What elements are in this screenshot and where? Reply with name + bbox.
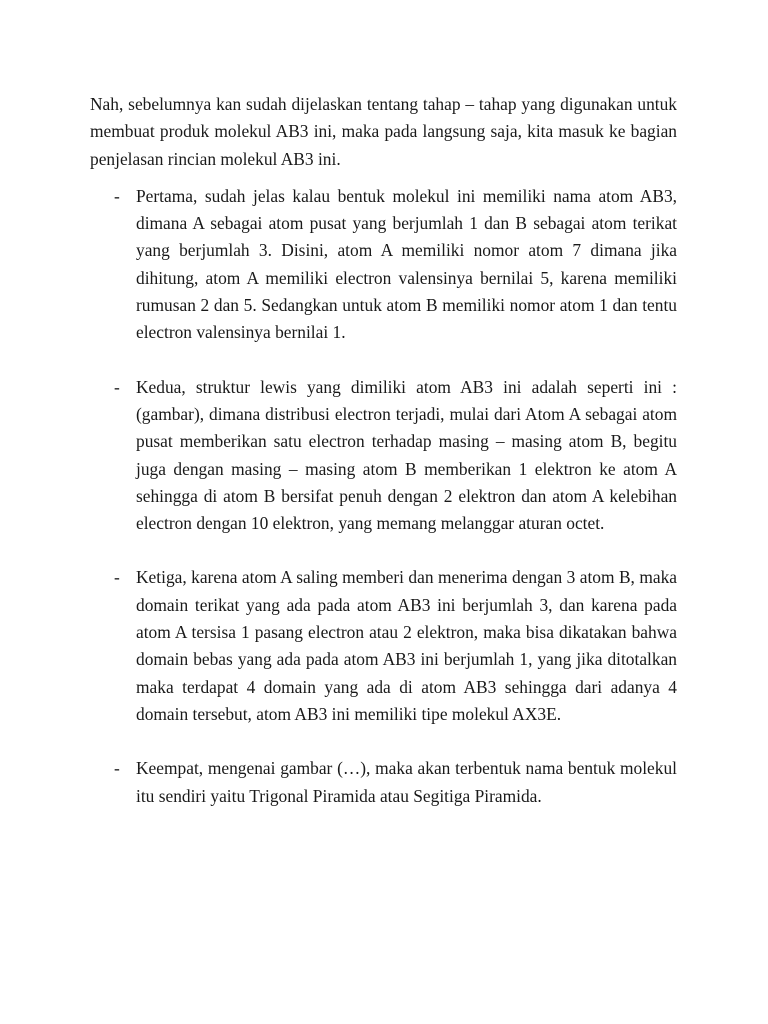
bullet-marker: - <box>114 376 120 397</box>
bullet-text: Pertama, sudah jelas kalau bentuk molekul ini memiliki nama atom AB3, dimana A sebagai atom pusat yang berjumlah 1 dan B sebagai atom terikat yang berjumlah 3. Disini, atom A memiliki nomor atom 7 dimana jika dihitung, atom A memiliki electron valensinya bernilai 5, karena memiliki rumusan 2 dan 5. Sedangkan untuk atom B memiliki nomor atom 1 dan tentu electron valensinya bernilai 1. <box>136 185 677 343</box>
bullet-marker: - <box>114 758 120 779</box>
bullet-list <box>90 183 677 810</box>
bullet-marker: - <box>114 185 120 206</box>
bullet-item-third <box>90 564 677 728</box>
bullet-item-first <box>90 183 677 347</box>
bullet-text: Ketiga, karena atom A saling memberi dan menerima dengan 3 atom B, maka domain terikat yang ada pada atom AB3 ini berjumlah 3, dan karena pada atom A tersisa 1 pasang electron atau 2 elektron, maka bisa dikatakan bahwa domain bebas yang ada pada atom AB3 ini berjumlah 1, yang jika ditotalkan maka terdapat 4 domain yang ada di atom AB3 sehingga dari adanya 4 domain tersebut, atom AB3 ini memiliki tipe molekul AX3E. <box>136 567 677 724</box>
bullet-marker: - <box>114 567 120 588</box>
bullet-text: Kedua, struktur lewis yang dimiliki atom AB3 ini adalah seperti ini : (gambar), dimana distribusi electron terjadi, mulai dari Atom A sebagai atom pusat memberikan satu electron terhadap masing – masing atom B, begitu juga dengan masing – masing atom B memberikan 1 elektron ke atom A sehingga di atom B bersifat penuh dengan 2 elektron dan atom A kelebihan electron dengan 10 elektron, yang memang melanggar aturan octet. <box>136 376 677 534</box>
bullet-item-second <box>90 374 677 538</box>
intro-paragraph: Nah, sebelumnya kan sudah dijelaskan tentang tahap – tahap yang digunakan untuk membuat produk molekul AB3 ini, maka pada langsung saja, kita masuk ke bagian penjelasan rincian molekul AB3 ini. <box>90 94 677 169</box>
bullet-text: Keempat, mengenai gambar (…), maka akan terbentuk nama bentuk molekul itu sendiri yaitu Trigonal Piramida atau Segitiga Piramida. <box>136 758 677 806</box>
document-page <box>90 91 677 810</box>
bullet-item-fourth <box>90 755 677 810</box>
